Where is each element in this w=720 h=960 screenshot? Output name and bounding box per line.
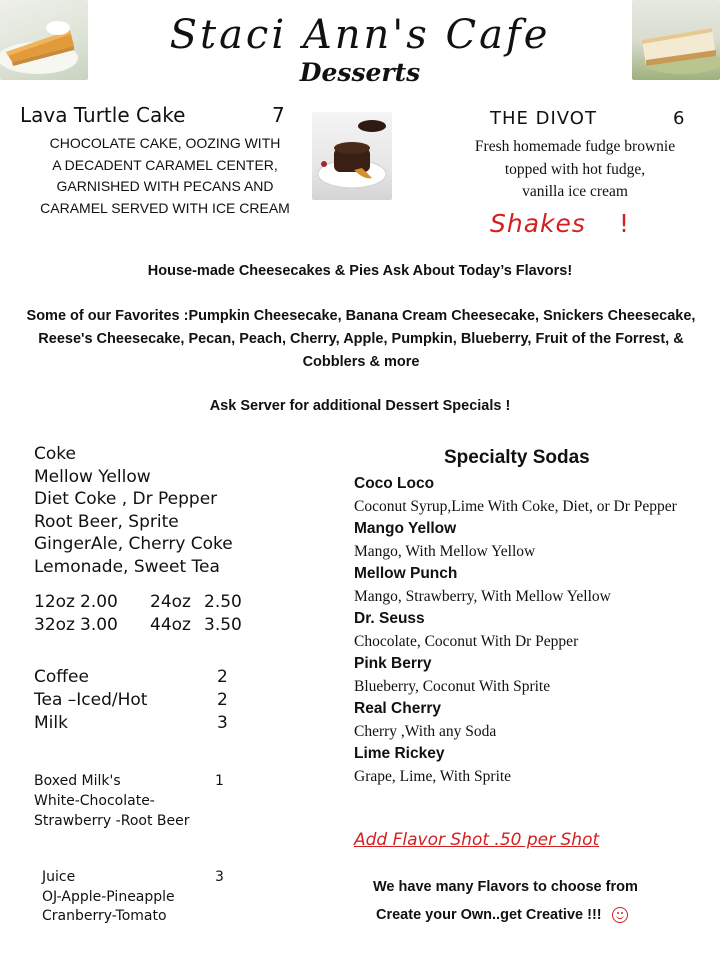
soda-name: Coco Loco: [354, 475, 435, 492]
soda-description: Mango, Strawberry, With Mellow Yellow: [354, 587, 611, 605]
soda-description: Blueberry, Coconut With Sprite: [354, 677, 551, 695]
size-label: 24oz: [150, 592, 191, 612]
divot-price: 6: [673, 108, 685, 129]
soda-name: Mellow Punch: [354, 565, 458, 582]
sizes-row: [34, 591, 242, 614]
cheesecakes-line: House-made Cheesecakes & Pies Ask About Today’s Flavors!: [147, 263, 573, 279]
soda-name: Lime Rickey: [354, 745, 445, 762]
fountain-drink-item: Diet Coke , Dr Pepper: [34, 489, 218, 509]
fountain-drink-item: Root Beer, Sprite: [34, 511, 179, 532]
soda-description: Cherry ,With any Soda: [354, 722, 497, 740]
divot-description: [440, 136, 710, 204]
smiley-mouth: [616, 913, 624, 919]
fountain-drink-item: GingerAle, Cherry Coke: [34, 534, 233, 554]
lava-cake-price: 7: [272, 103, 285, 127]
specialty-sodas-list: [354, 473, 694, 788]
divot-desc-line: vanilla ice cream: [522, 183, 628, 200]
size-label: 44oz: [150, 615, 191, 635]
size-price: 3.00: [80, 615, 118, 635]
soda-name: Mango Yellow: [354, 520, 457, 537]
lava-cake-illustration: [312, 112, 392, 200]
size-label: 12oz: [34, 592, 75, 612]
flavors-line: We have many Flavors to choose from: [373, 879, 638, 895]
divot-desc-line: Fresh homemade fudge brownie: [474, 138, 676, 155]
boxed-milk-flavors: Strawberry -Root Beer: [34, 813, 190, 829]
size-price: 2.50: [204, 592, 242, 612]
lava-desc-line: CARAMEL SERVED WITH ICE CREAM: [40, 199, 290, 216]
juice-name: Juice: [42, 869, 76, 885]
soda-name: Dr. Seuss: [354, 610, 425, 627]
juice-flavors: OJ-Apple-Pineapple: [42, 889, 175, 905]
create-own-text: Create your Own..get Creative !!!: [376, 907, 602, 923]
cafe-title: Staci Ann's Cafe: [169, 12, 551, 58]
shakes-label: Shakes: [490, 209, 586, 238]
lava-cake-photo: [312, 112, 392, 200]
boxed-milk-price: 1: [215, 773, 224, 789]
boxed-milk-flavors: White-Chocolate-: [34, 793, 155, 809]
soda-name: Real Cherry: [354, 700, 442, 717]
hot-drink-price: 2: [217, 690, 228, 710]
fountain-drink-item: Mellow Yellow: [34, 466, 151, 487]
soda-description: Coconut Syrup,Lime With Coke, Diet, or Dr Pepper: [354, 497, 677, 515]
hot-drink-name: Coffee: [34, 667, 89, 687]
section-subtitle: Desserts: [299, 58, 421, 87]
juice-flavors: Cranberry-Tomato: [42, 908, 167, 924]
hot-drink-name: Milk: [34, 713, 68, 733]
lava-desc-line: GARNISHED WITH PECANS AND: [56, 178, 274, 194]
juice-price: 3: [215, 869, 224, 885]
divot-name: THE DIVOT: [490, 108, 597, 129]
size-price: 3.50: [204, 615, 242, 635]
soda-description: Chocolate, Coconut With Dr Pepper: [354, 632, 579, 650]
hot-drink-price: 2: [217, 667, 228, 687]
specialty-sodas-heading: Specialty Sodas: [444, 447, 590, 468]
size-label: 32oz: [34, 615, 75, 635]
size-price: 2.00: [80, 592, 118, 612]
lava-cake-description: [20, 133, 310, 219]
soda-description: Mango, With Mellow Yellow: [354, 542, 536, 560]
specials-line: Ask Server for additional Dessert Specials !: [209, 398, 511, 414]
boxed-milk-name: Boxed Milk's: [34, 773, 121, 789]
lava-desc-line: A DECADENT CARAMEL CENTER,: [52, 156, 278, 173]
lava-cake-name: Lava Turtle Cake: [20, 103, 186, 127]
lava-desc-line: CHOCOLATE CAKE, OOZING WITH: [49, 135, 281, 151]
divot-desc-line: topped with hot fudge,: [504, 160, 646, 178]
flavor-shot-line: Add Flavor Shot .50 per Shot: [354, 830, 600, 850]
hot-drink-name: Tea –Iced/Hot: [34, 690, 148, 710]
fountain-drink-item: Lemonade, Sweet Tea: [34, 556, 220, 577]
fountain-drink-item: Coke: [34, 444, 76, 464]
hot-drink-price: 3: [217, 713, 228, 733]
sizes-row: [34, 614, 242, 637]
soda-name: Pink Berry: [354, 655, 432, 672]
fountain-drinks-list: [34, 443, 233, 578]
soda-description: Grape, Lime, With Sprite: [354, 767, 512, 785]
fountain-sizes: [34, 591, 242, 637]
smiley-icon: [612, 907, 628, 923]
create-own-line: [376, 907, 628, 923]
favorites-paragraph: Some of our Favorites :Pumpkin Cheesecake, Banana Cream Cheesecake, Snickers Cheesecake, Reese's Cheesecake, Pecan, Peach, Cherry, Apple, Pumpkin, Blueberry, Fruit of the Forrest, & Cobblers & more: [26, 308, 696, 370]
shakes-exclamation: !: [619, 209, 630, 238]
